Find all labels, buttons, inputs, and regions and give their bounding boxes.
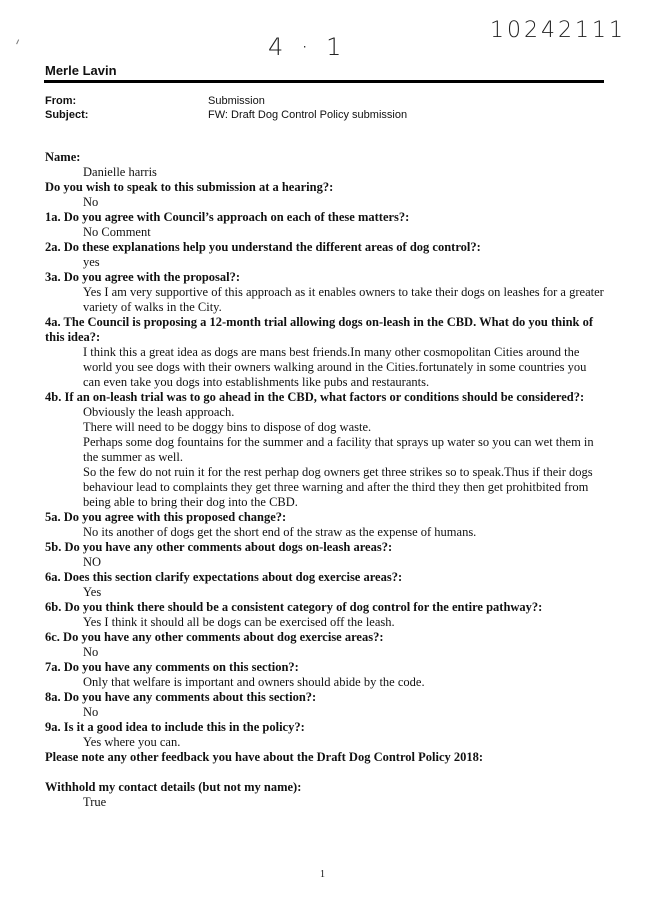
answer-name: Danielle harris xyxy=(83,165,157,179)
answer-9a: Yes where you can. xyxy=(83,735,181,749)
question-8a: 8a. Do you have any comments about this section?: xyxy=(45,690,317,704)
question-7a: 7a. Do you have any comments on this section?: xyxy=(45,660,299,674)
answer-1a: No Comment xyxy=(83,225,151,239)
answer-6a: Yes xyxy=(83,585,102,599)
question-6b: 6b. Do you think there should be a consistent category of dog control for the entire pathway?: xyxy=(45,600,543,614)
answer-3a: Yes I am very supportive of this approach as it enables owners to take their dogs on leashes for a greater variety of walks in the City. xyxy=(83,285,604,314)
answer-4b-line-3: Perhaps some dog fountains for the summer and a facility that sprays up water so you can wet them in the summer as well. xyxy=(83,435,594,464)
stray-pen-mark xyxy=(16,39,22,45)
question-3a: 3a. Do you agree with the proposal?: xyxy=(45,270,241,284)
submission-form xyxy=(45,150,605,810)
question-4b: 4b. If an on-leash trial was to go ahead in the CBD, what factors or conditions should be considered?: xyxy=(45,390,585,404)
email-header-name: Merle Lavin xyxy=(45,63,117,78)
question-4a: 4a. The Council is proposing a 12-month trial allowing dogs on-leash in the CBD. What do you think of this idea?: xyxy=(45,315,594,344)
question-name: Name: xyxy=(45,150,81,164)
question-5b: 5b. Do you have any other comments about dogs on-leash areas?: xyxy=(45,540,393,554)
answer-5b: NO xyxy=(83,555,102,569)
question-6a: 6a. Does this section clarify expectations about dog exercise areas?: xyxy=(45,570,403,584)
question-1a: 1a. Do you agree with Council’s approach on each of these matters?: xyxy=(45,210,410,224)
question-speak-at-hearing: Do you wish to speak to this submission at a hearing?: xyxy=(45,180,334,194)
answer-4b-line-1: Obviously the leash approach. xyxy=(83,405,235,419)
answer-withhold-contact: True xyxy=(83,795,107,809)
subject-value: FW: Draft Dog Control Policy submission xyxy=(208,109,408,121)
empty-feedback-answer xyxy=(45,765,605,780)
from-label: From: xyxy=(45,95,77,107)
handwritten-document-id: 10242111 xyxy=(490,18,626,43)
question-5a: 5a. Do you agree with this proposed change?: xyxy=(45,510,287,524)
subject-label: Subject: xyxy=(45,109,89,121)
page-number: 1 xyxy=(320,869,325,880)
answer-4b-line-2: There will need to be doggy bins to dispose of dog waste. xyxy=(83,420,372,434)
answer-8a: No xyxy=(83,705,99,719)
header-divider xyxy=(44,80,604,83)
question-2a: 2a. Do these explanations help you understand the different areas of dog control?: xyxy=(45,240,481,254)
answer-4a: I think this a great idea as dogs are mans best friends.In many other cosmopolitan Cities around the world you see dogs with their owners walking around in the Cities.fortunately in some countries you can even take you dogs into establishments like pubs and restaurants. xyxy=(83,345,587,389)
answer-speak-at-hearing: No xyxy=(83,195,99,209)
question-9a: 9a. Is it a good idea to include this in the policy?: xyxy=(45,720,305,734)
answer-7a: Only that welfare is important and owners should abide by the code. xyxy=(83,675,425,689)
answer-4b-line-4: So the few do not ruin it for the rest perhap dog owners get three strikes so to speak.Thus if their dogs behaviour lead to complaints they get three warning and after the third they then get prohitbited from being able to bring their dog into the CBD. xyxy=(83,465,593,509)
answer-2a: yes xyxy=(83,255,100,269)
from-value: Submission xyxy=(208,95,265,107)
handwritten-page-reference: 4 · 1 xyxy=(268,33,347,61)
question-other-feedback: Please note any other feedback you have about the Draft Dog Control Policy 2018: xyxy=(45,750,484,764)
answer-6b: Yes I think it should all be dogs can be exercised off the leash. xyxy=(83,615,395,629)
question-6c: 6c. Do you have any other comments about dog exercise areas?: xyxy=(45,630,384,644)
answer-5a: No its another of dogs get the short end of the straw as the expense of humans. xyxy=(83,525,477,539)
question-withhold-contact: Withhold my contact details (but not my name): xyxy=(45,780,302,794)
answer-6c: No xyxy=(83,645,99,659)
